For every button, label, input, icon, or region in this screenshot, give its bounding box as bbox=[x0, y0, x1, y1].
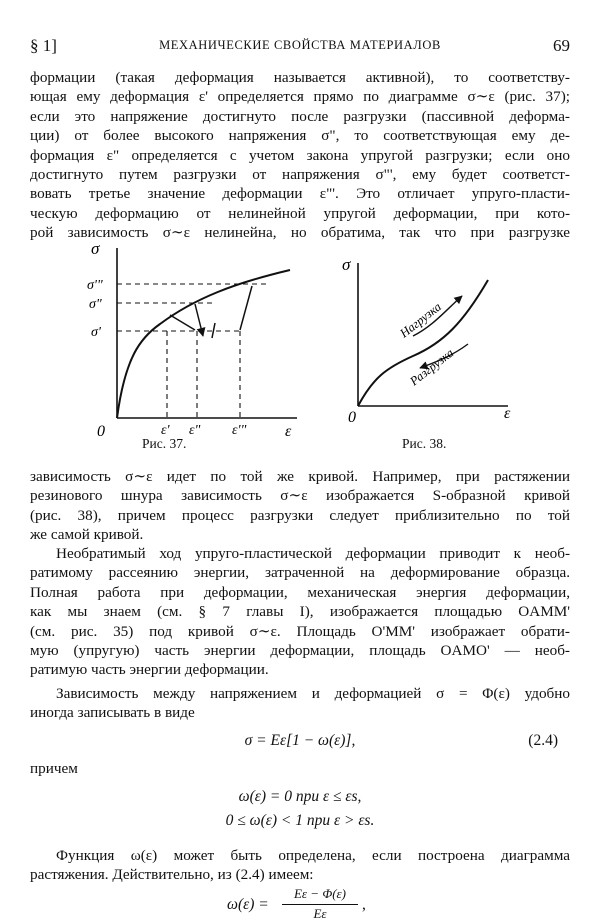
prichem-label: причем bbox=[30, 760, 78, 777]
equation-number: (2.4) bbox=[528, 732, 558, 749]
figure-37-caption: Рис. 37. bbox=[142, 436, 187, 451]
x-axis-label: ε bbox=[285, 423, 292, 438]
text-line: Необратимый ход упруго-пластической деформации приводит к необ- bbox=[56, 545, 570, 562]
figure-37 bbox=[85, 238, 345, 438]
text-line: если это напряжение достигнуто после разгрузки (пассивной деформа- bbox=[30, 107, 570, 125]
text-line: же самой кривой. bbox=[30, 526, 144, 544]
text-line: ратимую часть энергии деформации. bbox=[30, 661, 269, 679]
text-line: Зависимость между напряжением и деформацией σ = Φ(ε) удобно bbox=[56, 685, 570, 702]
text-line: растяжения. Действительно, из (2.4) имеем: bbox=[30, 866, 314, 884]
paragraph-4 bbox=[30, 684, 570, 723]
text-line: иногда записывать в виде bbox=[30, 704, 195, 722]
fraction-denominator: Eε bbox=[313, 906, 327, 921]
unload-label: Разгрузка bbox=[407, 345, 457, 389]
unloading-line-3 bbox=[212, 323, 215, 338]
tick-sigma-3: σ'" bbox=[87, 278, 103, 293]
text-line: мую (упругую) часть энергии деформации, площадь OAMO' — необ- bbox=[30, 641, 570, 659]
text-line: как мы знаем (см. § 7 главы I), изображается площадью OAMM' bbox=[30, 603, 570, 621]
equation-condition-1 bbox=[30, 788, 570, 806]
equation-lhs: ω(ε) = bbox=[227, 896, 269, 913]
equation-2-4 bbox=[30, 732, 570, 750]
text-line: формации (такая деформация называется активной), то соответству- bbox=[30, 69, 570, 86]
figure-38-caption: Рис. 38. bbox=[402, 436, 447, 451]
origin-label: 0 bbox=[348, 409, 356, 426]
figure-38 bbox=[328, 238, 528, 438]
stress-strain-curve bbox=[117, 270, 290, 418]
equation-body: 0 ≤ ω(ε) < 1 при ε > εs. bbox=[225, 812, 375, 829]
fraction-numerator: Eε − Φ(ε) bbox=[293, 886, 346, 901]
equation-condition-2 bbox=[30, 812, 570, 830]
unloading-line-2 bbox=[240, 286, 252, 330]
text-line: формация ε" определяется с учетом закона упругой разгрузки; если оно bbox=[30, 146, 570, 164]
paragraph-5 bbox=[30, 846, 570, 885]
y-axis-label: σ bbox=[342, 255, 351, 274]
text-line: (рис. 38), причем процесс разгрузки следует приблизительно по той bbox=[30, 506, 570, 524]
paragraph-2 bbox=[30, 467, 570, 545]
tick-eps-3: ε'" bbox=[232, 423, 247, 438]
paragraph-1 bbox=[30, 68, 570, 243]
text-line: рой зависимость σ∼ε нелинейна, но обратима, так что при разгрузке bbox=[30, 224, 570, 242]
text-line: ратимому рассеянию энергии, затраченной на деформирование образца. bbox=[30, 564, 570, 582]
unloading-line-1 bbox=[170, 315, 195, 330]
text-line: ции) от более высокого напряжения σ", то соответствующая ему де- bbox=[30, 127, 570, 145]
text-line: зависимость σ∼ε идет по той же кривой. Например, при растяжении bbox=[30, 468, 570, 485]
x-axis-label: ε bbox=[504, 405, 511, 422]
text-line: вовать третье значение деформации ε"'. Это отличает упруго-пласти- bbox=[30, 185, 570, 203]
text-line: ющая ему деформация ε' определяется прямо по диаграмме σ∼ε (рис. 37); bbox=[30, 88, 570, 106]
paragraph-3 bbox=[30, 544, 570, 680]
text-line: Функция ω(ε) может быть определена, если построена диаграмма bbox=[56, 847, 570, 864]
section-number: § 1] bbox=[30, 36, 57, 55]
equation-body: ω(ε) = 0 при ε ≤ εs, bbox=[238, 788, 362, 805]
tick-sigma-2: σ" bbox=[89, 297, 102, 312]
running-title: МЕХАНИЧЕСКИЕ СВОЙСТВА МАТЕРИАЛОВ bbox=[159, 38, 441, 52]
y-axis-label: σ bbox=[91, 239, 100, 258]
tick-sigma-1: σ' bbox=[91, 325, 101, 340]
tick-eps-2: ε" bbox=[189, 423, 201, 438]
figures bbox=[30, 238, 570, 463]
equation-body: σ = Eε[1 − ω(ε)], bbox=[244, 732, 356, 749]
text-line: резинового шнура зависимость σ∼ε изображается S-образной кривой bbox=[30, 487, 570, 505]
page-number: 69 bbox=[553, 36, 570, 55]
s-curve bbox=[358, 280, 488, 406]
text-line: ческую деформацию от нелинейной упругой деформации, при кото- bbox=[30, 204, 570, 222]
running-header bbox=[30, 36, 570, 58]
text-line: Полная работа при деформации, механическая энергия деформации, bbox=[30, 583, 570, 601]
equation-omega bbox=[30, 888, 570, 922]
text-line: (см. рис. 35) под кривой σ∼ε. Площадь O'MM' изображает обрати- bbox=[30, 622, 570, 640]
origin-label: 0 bbox=[97, 423, 105, 438]
equation-comma: , bbox=[362, 896, 366, 913]
text-line: достигнуто путем разгрузки от напряжения σ"', ему будет соответст- bbox=[30, 165, 570, 183]
tick-eps-1: ε' bbox=[161, 423, 170, 438]
load-label: Нагрузка bbox=[397, 299, 444, 341]
fraction-bar bbox=[282, 904, 358, 905]
